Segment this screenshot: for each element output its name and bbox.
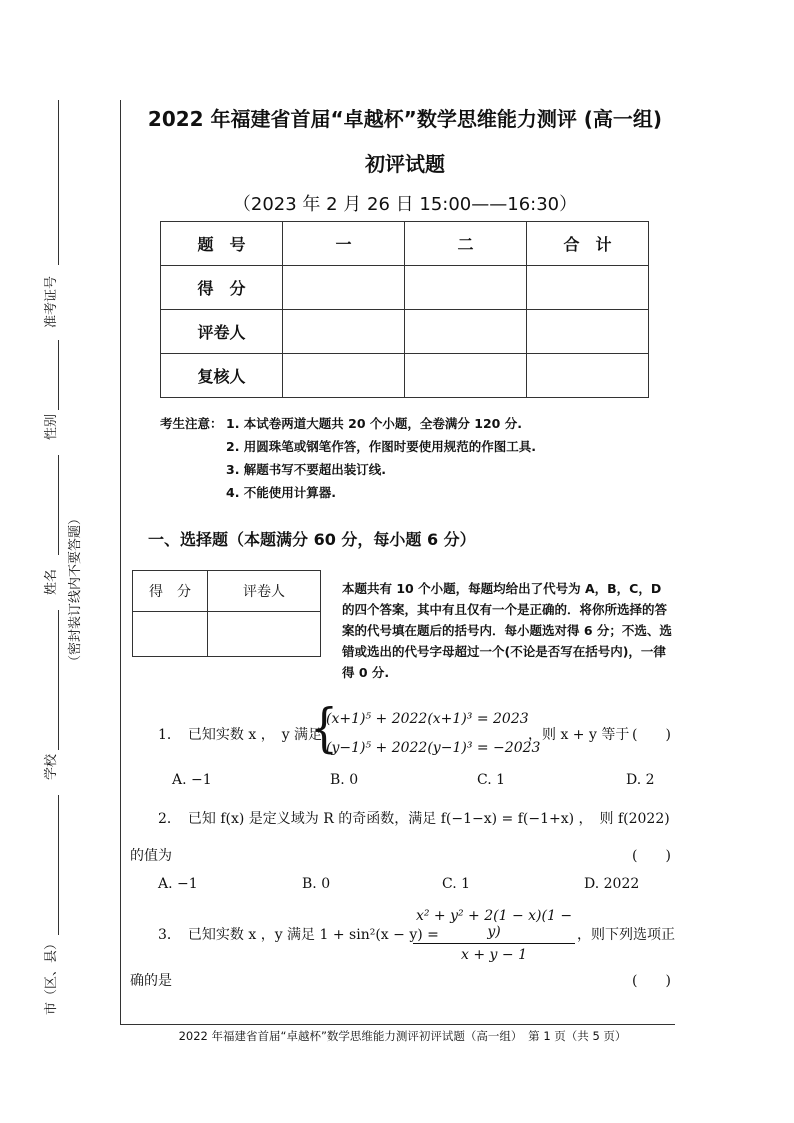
table-row <box>161 354 649 398</box>
exam-subtitle: 初评试题 <box>365 152 445 176</box>
table-row <box>133 612 321 657</box>
notice-item: 2. 用圆珠笔或钢笔作答，作图时要使用规范的作图工具. <box>226 439 537 454</box>
brace-symbol: { <box>310 698 338 760</box>
section-heading: 一、选择题（本题满分 60 分，每小题 6 分） <box>148 530 476 549</box>
seal-note: （密封装订线内不要答题） <box>68 511 83 668</box>
question-3-stem: 3． 已知实数 x ，y 满足 1 + sin²(x − y) = <box>158 927 439 943</box>
notice-item: 3. 解题书写不要超出装订线. <box>226 462 387 477</box>
table-cell: 二 <box>405 222 527 266</box>
question-2-stem: 2． 已知 f(x) 是定义域为 R 的奇函数，满足 f(−1−x) = f(−1+x) ， 则 f(2022) <box>158 811 670 827</box>
score-input-cell[interactable] <box>283 310 405 354</box>
section-instruction: 本题共有 10 个小题，每题均给出了代号为 A，B，C，D 的四个答案，其中有且仅有一个是正确的．将你所选择的答案的代号填在题后的括号内．每小题选对得 6 分；不选、选错或选出的代号字母超过一个(不论是否写在括号内)，一律得 0 分. <box>342 581 672 680</box>
equation-line: (y−1)⁵ + 2022(y−1)³ = −2023 <box>326 740 541 756</box>
table-cell: 得 分 <box>133 571 208 612</box>
table-cell: 评卷人 <box>161 310 283 354</box>
exam-title: 2022 年福建省首届“卓越杯”数学思维能力测评 (高一组) <box>147 107 663 131</box>
question-1-stem: 1． 已知实数 x ， y 满足 <box>158 727 323 743</box>
score-input-cell[interactable] <box>405 354 527 398</box>
question-2-stem-cont: 的值为 <box>130 848 172 864</box>
score-input-cell[interactable] <box>405 266 527 310</box>
option-a[interactable]: A. −1 <box>158 876 198 892</box>
table-cell: 合 计 <box>527 222 649 266</box>
option-c[interactable]: C. 1 <box>442 876 471 892</box>
answer-paren[interactable]: ( ) <box>632 973 671 989</box>
score-table <box>160 221 649 398</box>
question-3-stem-cont: 确的是 <box>130 973 172 989</box>
option-d[interactable]: D. 2 <box>626 772 655 788</box>
table-row <box>161 310 649 354</box>
grade-box <box>132 570 321 657</box>
score-input-cell[interactable] <box>527 266 649 310</box>
region-blank <box>58 795 59 935</box>
option-d[interactable]: D. 2022 <box>584 876 640 892</box>
score-input-cell[interactable] <box>283 354 405 398</box>
table-cell: 题 号 <box>161 222 283 266</box>
score-input-cell[interactable] <box>208 612 321 657</box>
question-1-stem-end: ，则 x + y 等于 <box>528 727 630 743</box>
table-row <box>161 266 649 310</box>
table-cell: 复核人 <box>161 354 283 398</box>
school-blank <box>58 610 59 750</box>
answer-paren[interactable]: ( ) <box>632 848 671 864</box>
score-input-cell[interactable] <box>133 612 208 657</box>
binding-line <box>120 100 121 1025</box>
option-b[interactable]: B. 0 <box>330 772 359 788</box>
admission-no-label: 准考证号 <box>44 275 59 328</box>
fraction-denominator: x + y − 1 <box>461 947 527 963</box>
name-blank <box>58 455 59 555</box>
region-label: 市（区、县） <box>44 936 59 1015</box>
page-footer: 2022 年福建省首届“卓越杯”数学思维能力测评初评试题（高一组） 第 1 页（共 5 页） <box>178 1029 627 1043</box>
school-label: 学校 <box>44 753 59 780</box>
equation-line: (x+1)⁵ + 2022(x+1)³ = 2023 <box>326 711 529 727</box>
fraction <box>413 908 575 963</box>
table-cell: 得 分 <box>161 266 283 310</box>
option-b[interactable]: B. 0 <box>302 876 331 892</box>
gender-blank <box>58 340 59 410</box>
exam-date: （2023 年 2 月 26 日 15:00——16:30） <box>232 194 578 215</box>
notice-item: 4. 不能使用计算器. <box>226 485 337 500</box>
notice-item: 1. 本试卷两道大题共 20 个小题，全卷满分 120 分. <box>226 416 522 431</box>
table-cell: 评卷人 <box>208 571 321 612</box>
table-cell: 一 <box>283 222 405 266</box>
gender-label: 性别 <box>44 413 59 440</box>
option-c[interactable]: C. 1 <box>477 772 506 788</box>
answer-paren[interactable]: ( ) <box>632 727 671 743</box>
candidate-notice <box>160 412 536 504</box>
admission-no-blank <box>58 100 59 265</box>
name-label: 姓名 <box>44 568 59 595</box>
table-row <box>133 571 321 612</box>
score-input-cell[interactable] <box>527 354 649 398</box>
footer-rule <box>120 1024 675 1025</box>
score-input-cell[interactable] <box>527 310 649 354</box>
fraction-numerator: x² + y² + 2(1 − x)(1 − y) <box>413 908 575 944</box>
table-row <box>161 222 649 266</box>
question-3-stem-end: ，则下列选项正 <box>577 927 675 943</box>
score-input-cell[interactable] <box>405 310 527 354</box>
option-a[interactable]: A. −1 <box>172 772 212 788</box>
score-input-cell[interactable] <box>283 266 405 310</box>
notice-lead: 考生注意： <box>160 416 223 431</box>
